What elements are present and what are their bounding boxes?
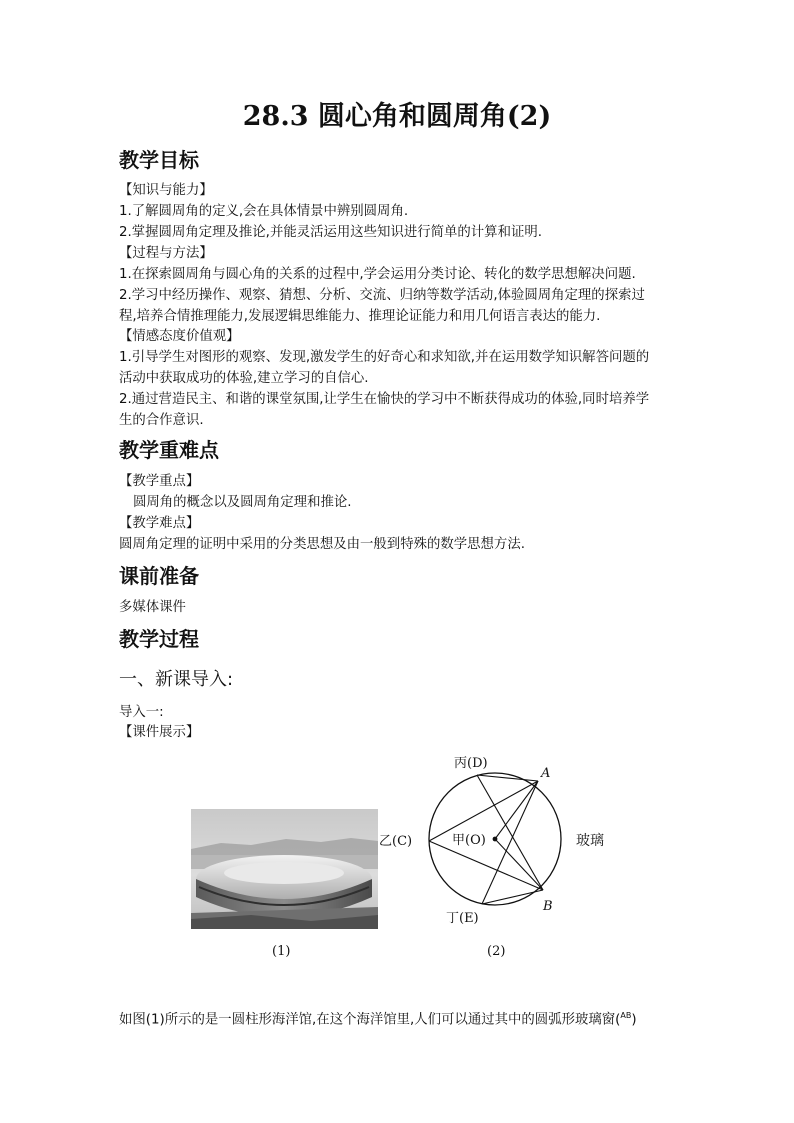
bottom-close: )	[631, 1012, 637, 1028]
label-process-method: 【过程与方法】	[119, 246, 213, 261]
subheading-new-lesson: 一、新课导入:	[119, 669, 234, 690]
radius-OA	[495, 781, 538, 839]
paragraph-bottom	[119, 1005, 637, 1030]
paragraph-preparation: 多媒体课件	[119, 600, 186, 615]
paragraph-em-2b: 生的合作意识.	[119, 413, 204, 428]
heading-key-points: 教学重难点	[119, 438, 219, 462]
label-intro-one: 导入一:	[119, 705, 164, 720]
radius-OB	[495, 839, 543, 890]
chord-EB	[482, 890, 543, 904]
heading-process: 教学过程	[119, 627, 199, 651]
aquarium-photo	[191, 809, 378, 929]
page-title: 28.3 圆心角和圆周角(2)	[242, 101, 552, 132]
chord-DA	[477, 775, 538, 781]
paragraph-em-1b: 活动中获取成功的体验,建立学习的自信心.	[119, 371, 369, 386]
circle-diagram	[360, 740, 630, 944]
paragraph-em-1a: 1.引导学生对图形的观察、发现,激发学生的好奇心和求知欲,并在运用数学知识解答问题的	[119, 350, 650, 365]
label-courseware: 【课件展示】	[119, 725, 200, 740]
label-D: 丙(D)	[454, 756, 488, 771]
paragraph-ka-2: 2.掌握圆周角定理及推论,并能灵活运用这些知识进行简单的计算和证明.	[119, 225, 543, 240]
bottom-text: 如图(1)所示的是一圆柱形海洋馆,在这个海洋馆里,人们可以通过其中的圆弧形玻璃窗(	[119, 1012, 621, 1028]
arc-ab-label: AB	[620, 1011, 632, 1020]
paragraph-pm-2a: 2.学习中经历操作、观察、猜想、分析、交流、归纳等数学活动,体验圆周角定理的探索过	[119, 288, 645, 303]
label-B: B	[543, 899, 553, 914]
label-emotion: 【情感态度价值观】	[119, 329, 240, 344]
caption-figure-2: (2)	[487, 944, 506, 959]
paragraph-ka-1: 1.了解圆周角的定义,会在具体情景中辨别圆周角.	[119, 204, 409, 219]
heading-preparation: 课前准备	[119, 564, 199, 588]
label-E: 丁(E)	[446, 911, 479, 926]
label-O: 甲(O)	[452, 833, 486, 848]
caption-figure-1: (1)	[272, 944, 291, 959]
paragraph-pm-1: 1.在探索圆周角与圆心角的关系的过程中,学会运用分类讨论、转化的数学思想解决问题.	[119, 267, 636, 282]
label-A: A	[541, 766, 551, 781]
label-glass: 玻璃	[576, 833, 604, 849]
label-key-point: 【教学重点】	[119, 474, 200, 489]
paragraph-pm-2b: 程,培养合情推理能力,发展逻辑思维能力、推理论证能力和用几何语言表达的能力.	[119, 309, 601, 324]
paragraph-difficulty: 圆周角定理的证明中采用的分类思想及由一般到特殊的数学思想方法.	[119, 537, 525, 552]
paragraph-key-point: 圆周角的概念以及圆周角定理和推论.	[133, 495, 352, 510]
aquarium-photo-drawing	[191, 809, 378, 929]
chord-CA	[429, 781, 538, 841]
label-knowledge-ability: 【知识与能力】	[119, 183, 213, 198]
heading-objectives: 教学目标	[119, 148, 199, 172]
center-point	[493, 837, 498, 842]
circle-diagram-drawing	[360, 740, 630, 940]
paragraph-em-2a: 2.通过营造民主、和谐的课堂氛围,让学生在愉快的学习中不断获得成功的体验,同时培养学	[119, 392, 650, 407]
label-C: 乙(C)	[379, 834, 413, 849]
label-difficulty: 【教学难点】	[119, 516, 200, 531]
